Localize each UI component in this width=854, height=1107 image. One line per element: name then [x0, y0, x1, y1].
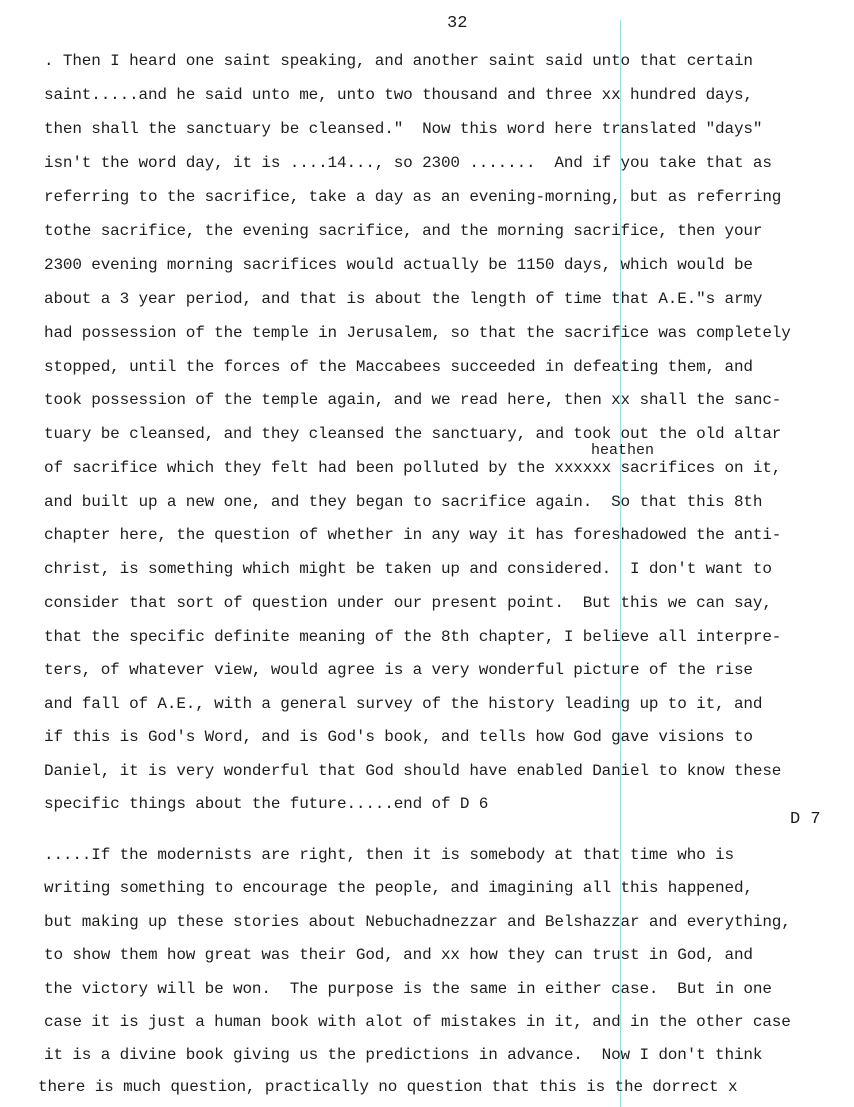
- text-line: if this is God's Word, and is God's book, and tells how God gave visions to: [44, 728, 753, 746]
- text-line: it is a divine book giving us the predictions in advance. Now I don't think: [44, 1046, 763, 1064]
- text-line: . Then I heard one saint speaking, and another saint said unto that certain: [44, 52, 753, 70]
- section-marker: D 7: [790, 810, 821, 829]
- text-line: but making up these stories about Nebuchadnezzar and Belshazzar and everything,: [44, 913, 791, 931]
- text-line: there is much question, practically no question that this is the dorrect x: [38, 1078, 738, 1096]
- text-line: to show them how great was their God, and xx how they can trust in God, and: [44, 946, 753, 964]
- text-line: .....If the modernists are right, then it is somebody at that time who is: [44, 846, 734, 864]
- text-line: had possession of the temple in Jerusalem, so that the sacrifice was completely: [44, 324, 791, 342]
- text-line: christ, is something which might be taken up and considered. I don't want to: [44, 560, 772, 578]
- text-line: took possession of the temple again, and we read here, then xx shall the sanc-: [44, 391, 782, 409]
- text-line: tuary be cleansed, and they cleansed the sanctuary, and took out the old altar: [44, 425, 782, 443]
- text-line: saint.....and he said unto me, unto two thousand and three xx hundred days,: [44, 86, 753, 104]
- text-line: Daniel, it is very wonderful that God should have enabled Daniel to know these: [44, 762, 782, 780]
- text-line: and fall of A.E., with a general survey of the history leading up to it, and: [44, 695, 763, 713]
- text-line: referring to the sacrifice, take a day as an evening-morning, but as referring: [44, 188, 782, 206]
- page-number: 32: [447, 14, 468, 33]
- text-line: that the specific definite meaning of the 8th chapter, I believe all interpre-: [44, 628, 782, 646]
- text-line: of sacrifice which they felt had been polluted by the xxxxxx sacrifices on it,: [44, 459, 782, 477]
- text-line: writing something to encourage the people, and imagining all this happened,: [44, 879, 753, 897]
- text-line: and built up a new one, and they began to sacrifice again. So that this 8th: [44, 493, 763, 511]
- text-line: isn't the word day, it is ....14..., so 2300 ....... And if you take that as: [44, 154, 772, 172]
- text-line: chapter here, the question of whether in any way it has foreshadowed the anti-: [44, 526, 782, 544]
- text-line: tothe sacrifice, the evening sacrifice, and the morning sacrifice, then your: [44, 222, 763, 240]
- text-line: ters, of whatever view, would agree is a very wonderful picture of the rise: [44, 661, 753, 679]
- text-line: the victory will be won. The purpose is the same in either case. But in one: [44, 980, 772, 998]
- text-line: consider that sort of question under our present point. But this we can say,: [44, 594, 772, 612]
- text-line: 2300 evening morning sacrifices would actually be 1150 days, which would be: [44, 256, 753, 274]
- text-line: case it is just a human book with alot of mistakes in it, and in the other case: [44, 1013, 791, 1031]
- text-line: stopped, until the forces of the Maccabees succeeded in defeating them, and: [44, 358, 753, 376]
- interlinear-note: heathen: [591, 442, 655, 459]
- text-line: specific things about the future.....end of D 6: [44, 795, 489, 813]
- text-line: then shall the sanctuary be cleansed." Now this word here translated "days": [44, 120, 763, 138]
- text-line: about a 3 year period, and that is about the length of time that A.E."s army: [44, 290, 763, 308]
